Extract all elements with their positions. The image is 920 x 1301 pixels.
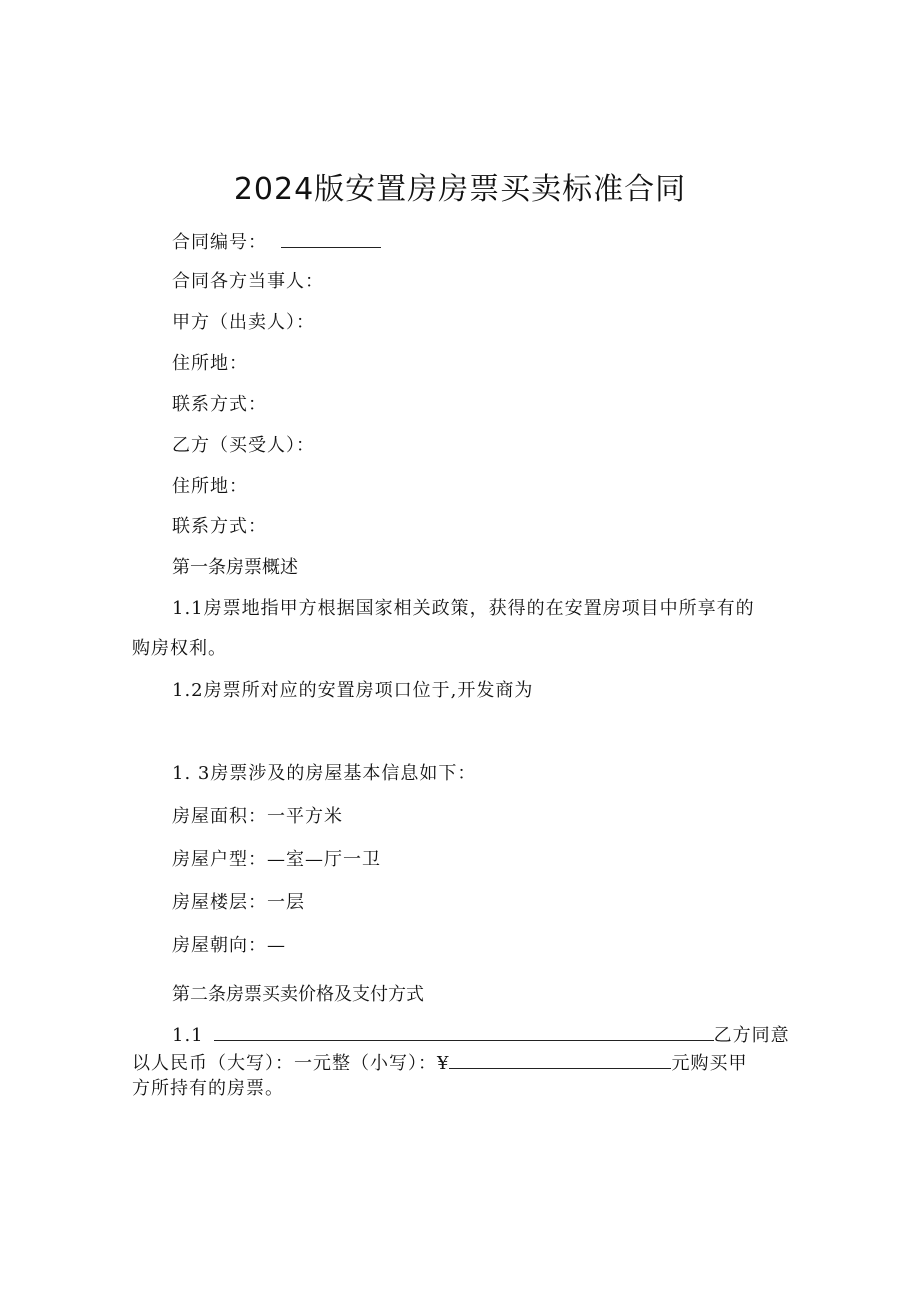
house-orientation: 房屋朝向：— bbox=[172, 935, 286, 956]
clause-2-1-amount-label: 以人民币（大写）：一元整（小写）：¥ bbox=[132, 1053, 450, 1074]
party-b-address: 住所地： bbox=[172, 476, 248, 497]
document-title: 2024版安置房房票买卖标准合同 bbox=[233, 172, 687, 207]
contract-number-blank[interactable] bbox=[281, 229, 381, 248]
contract-number-row bbox=[172, 229, 381, 255]
house-area: 房屋面积：一平方米 bbox=[172, 806, 343, 827]
clause-2-1-purchase-text: 元购买甲 bbox=[671, 1053, 748, 1074]
party-a-contact: 联系方式： bbox=[172, 394, 267, 415]
amount-blank[interactable] bbox=[449, 1050, 671, 1069]
clause-2-1-line-2 bbox=[132, 1050, 747, 1076]
parties-label: 合同各方当事人： bbox=[172, 271, 324, 292]
party-b-contact: 联系方式： bbox=[172, 516, 267, 537]
clause-1-1-line-1: 1.1房票地指甲方根据国家相关政策，获得的在安置房项目中所享有的 bbox=[172, 598, 755, 619]
article-2-heading: 第二条房票买卖价格及支付方式 bbox=[172, 984, 424, 1005]
house-type: 房屋户型：—室—厅一卫 bbox=[172, 849, 381, 870]
clause-2-1-prefix: 1.1 bbox=[172, 1025, 204, 1046]
party-a-address: 住所地： bbox=[172, 353, 248, 374]
clause-1-1-line-2: 购房权利。 bbox=[132, 638, 227, 659]
clause-1-2: 1.2房票所对应的安置房项口位于,开发商为 bbox=[172, 680, 534, 701]
clause-1-3: 1. 3房票涉及的房屋基本信息如下： bbox=[172, 763, 477, 784]
party-b-label: 乙方（买受人）： bbox=[172, 435, 315, 456]
clause-2-1-line-1 bbox=[172, 1022, 790, 1048]
clause-2-1-blank[interactable] bbox=[214, 1022, 714, 1041]
party-a-label: 甲方（出卖人）： bbox=[172, 312, 315, 333]
article-1-heading: 第一条房票概述 bbox=[172, 557, 298, 578]
house-floor: 房屋楼层：一层 bbox=[172, 892, 305, 913]
clause-2-1-line-3: 方所持有的房票。 bbox=[132, 1078, 284, 1099]
contract-number-label: 合同编号： bbox=[172, 232, 267, 253]
clause-2-1-suffix: 乙方同意 bbox=[713, 1025, 790, 1046]
